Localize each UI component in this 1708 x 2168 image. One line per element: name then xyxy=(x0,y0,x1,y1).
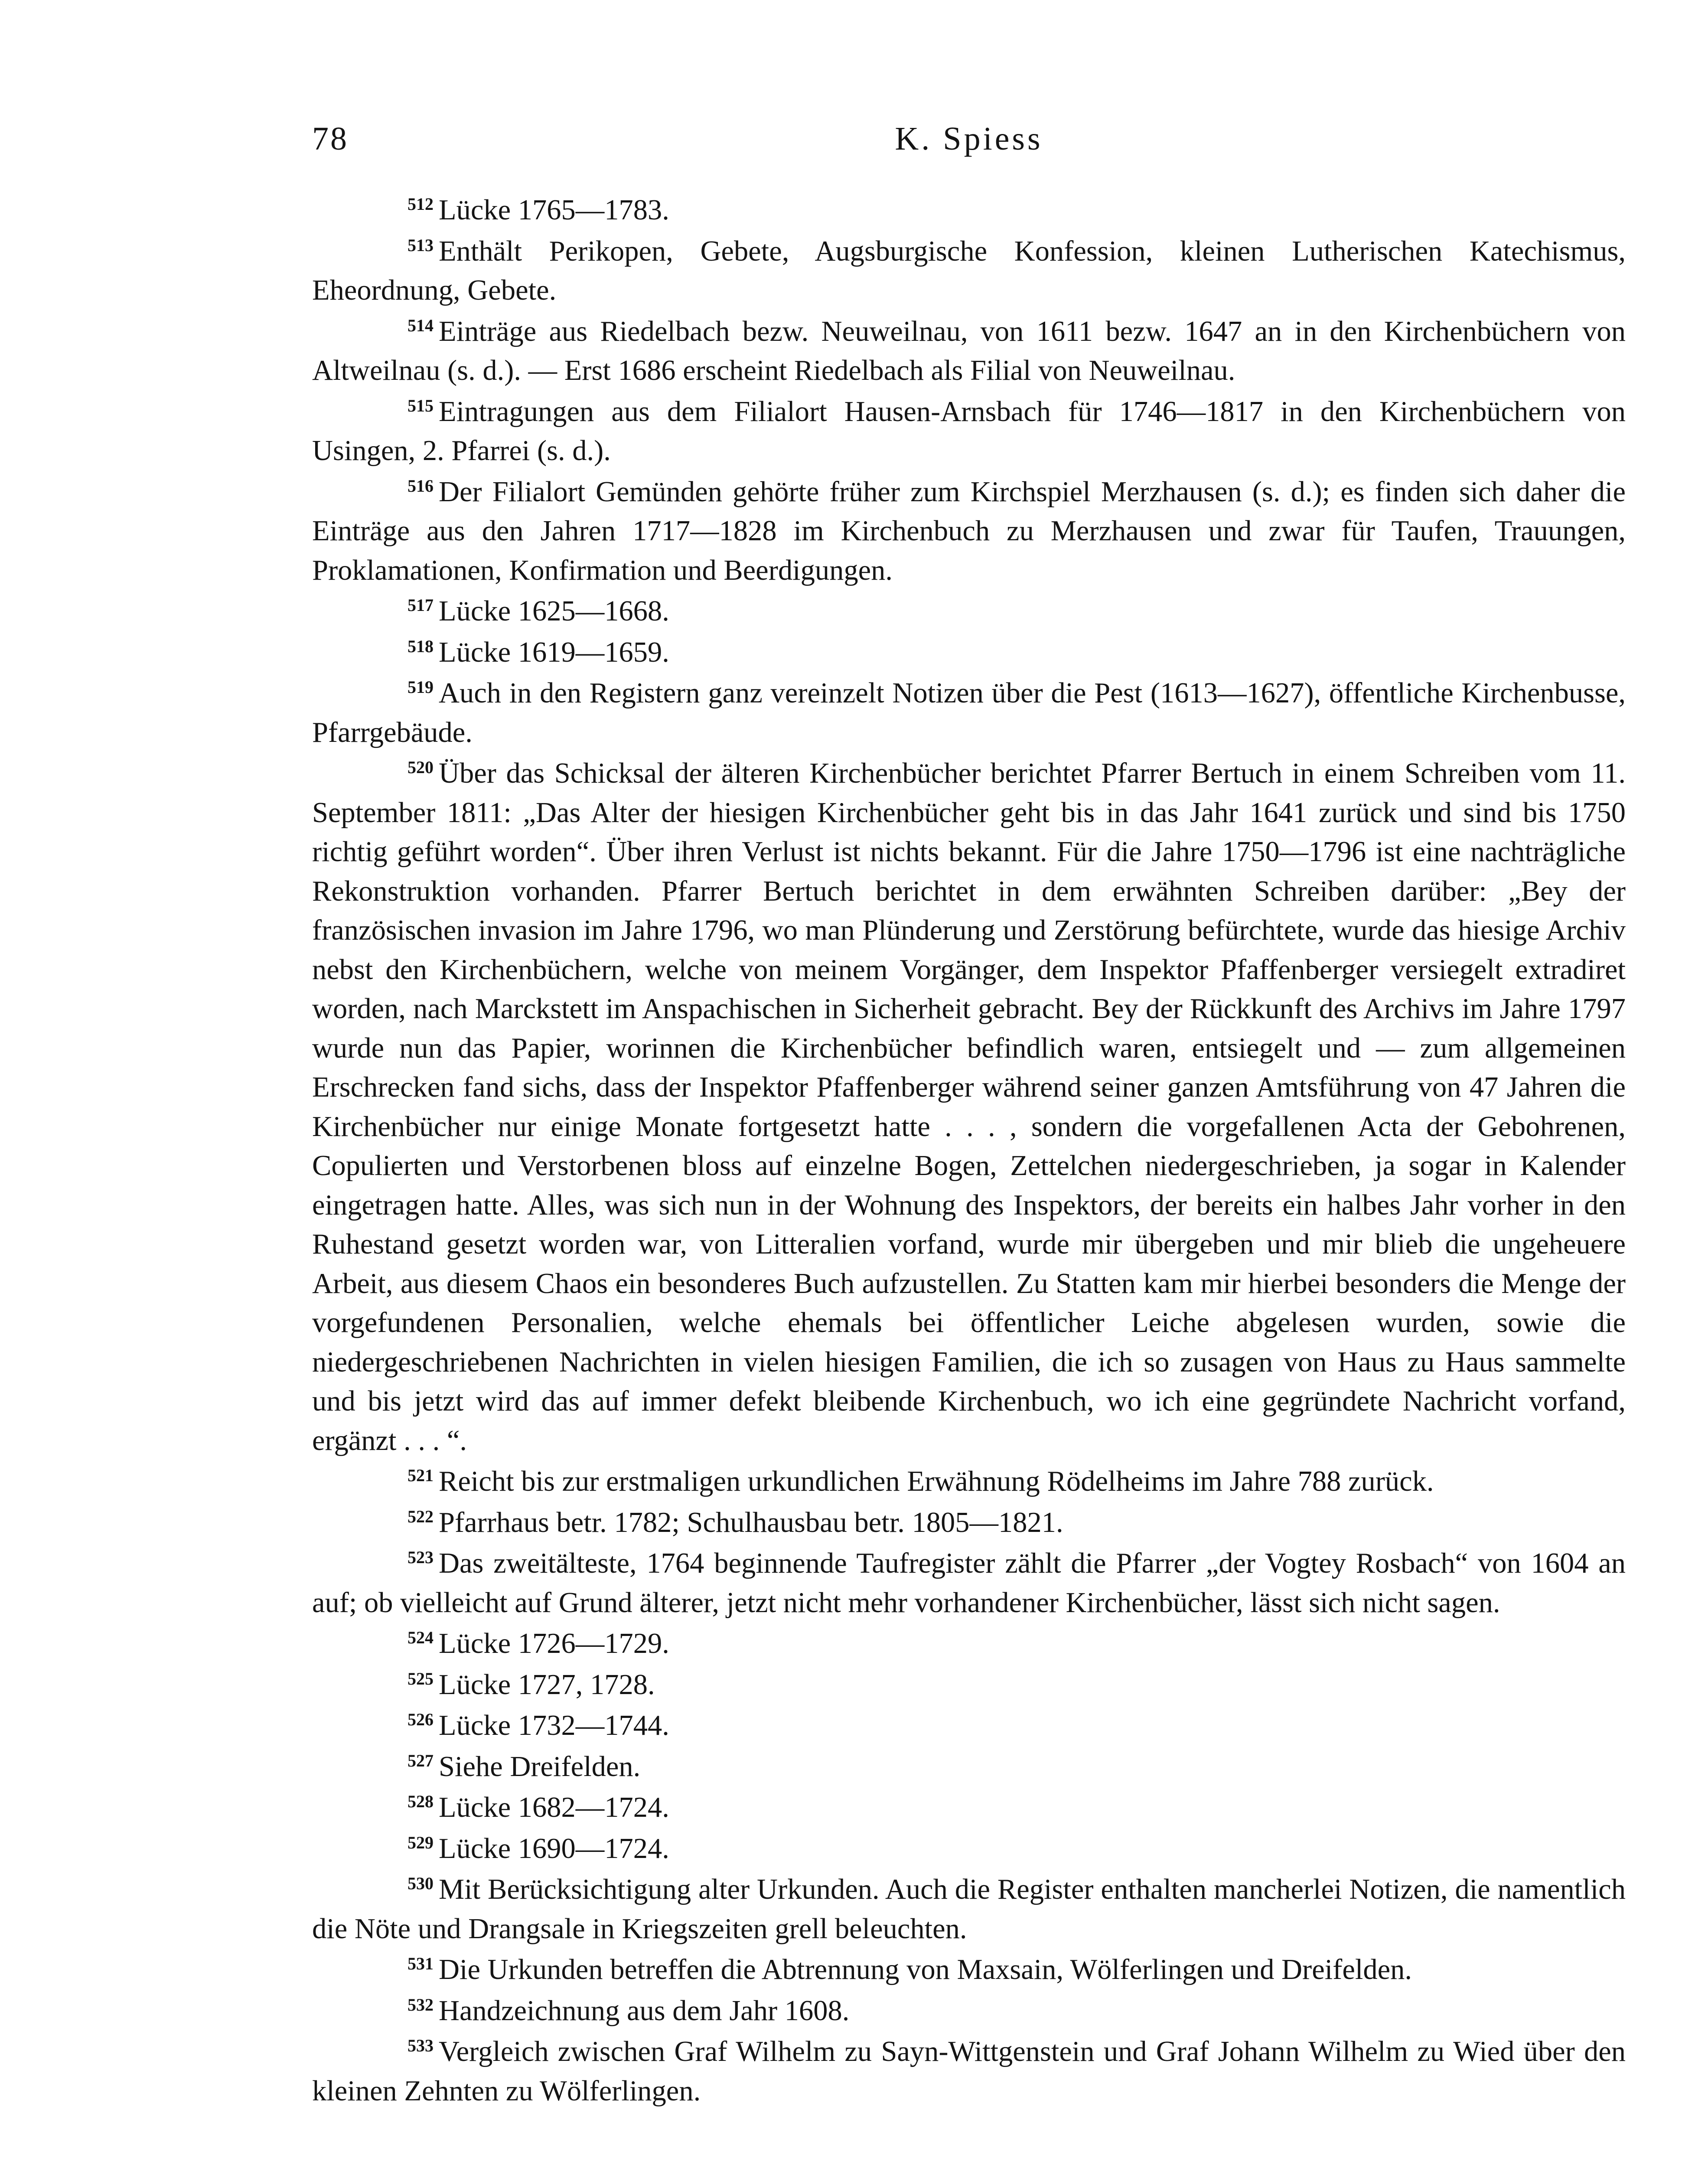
footnote xyxy=(312,232,1626,310)
footnote-number: 521 xyxy=(407,1466,434,1485)
footnote-text: Mit Berücksichtigung alter Urkunden. Auch die Register enthalten mancherlei Notizen, die namentlich die Nöte und Drangsale in Kriegszeiten grell beleuchten. xyxy=(312,1874,1626,1945)
running-head: K. Spiess xyxy=(895,121,1043,157)
footnote-text: Lücke 1726—1729. xyxy=(439,1628,669,1659)
footnote-text: Das zweitälteste, 1764 beginnende Taufregister zählt die Pfarrer „der Vogtey Rosbach“ von 1604 an auf; ob vielleicht auf Grund älterer, jetzt nicht mehr vorhandener Kirchenbücher, lässt sich nicht sagen. xyxy=(312,1548,1626,1619)
footnote-number: 518 xyxy=(407,636,434,656)
footnote-number: 533 xyxy=(407,2036,434,2055)
footnote-text: Lücke 1690—1724. xyxy=(439,1832,669,1864)
footnote xyxy=(312,392,1626,471)
footnote xyxy=(312,1624,1626,1664)
footnote xyxy=(312,1544,1626,1623)
footnote-text: Der Filialort Gemünden gehörte früher zum Kirchspiel Merzhausen (s. d.); es finden sich daher die Einträge aus den Jahren 1717—1828 im Kirchenbuch zu Merzhausen und zwar für Taufen, Trauungen, Proklamationen, Konfirmation und Beerdigungen. xyxy=(312,476,1626,586)
footnote-number: 523 xyxy=(407,1548,434,1567)
footnote xyxy=(312,1788,1626,1828)
footnote xyxy=(312,1747,1626,1787)
footnote-text: Vergleich zwischen Graf Wilhelm zu Sayn-Wittgenstein und Graf Johann Wilhelm zu Wied über den kleinen Zehnten zu Wölferlingen. xyxy=(312,2036,1626,2107)
footnote-text: Lücke 1619—1659. xyxy=(439,636,669,668)
footnote xyxy=(312,674,1626,752)
footnote xyxy=(312,1829,1626,1869)
footnote-number: 527 xyxy=(407,1750,434,1770)
footnote xyxy=(312,1503,1626,1543)
footnote-number: 519 xyxy=(407,677,434,697)
footnote-number: 514 xyxy=(407,315,434,335)
footnote-text: Lücke 1682—1724. xyxy=(439,1792,669,1823)
footnote-text: Lücke 1625—1668. xyxy=(439,595,669,627)
footnote-number: 528 xyxy=(407,1792,434,1811)
footnote-text: Lücke 1732—1744. xyxy=(439,1710,669,1741)
footnote-number: 513 xyxy=(407,235,434,255)
footnote-number: 517 xyxy=(407,595,434,615)
footnote xyxy=(312,191,1626,230)
footnote-number: 531 xyxy=(407,1954,434,1973)
footnote xyxy=(312,1992,1626,2031)
footnote xyxy=(312,754,1626,1460)
footnotes-list xyxy=(312,191,1626,2112)
footnote-number: 524 xyxy=(407,1628,434,1647)
footnote xyxy=(312,312,1626,391)
footnote-text: Einträge aus Riedelbach bezw. Neuweilnau, von 1611 bezw. 1647 an in den Kirchenbüchern von Altweilnau (s. d.). — Erst 1686 erscheint Riedelbach als Filial von Neuweilnau. xyxy=(312,315,1626,386)
footnote-number: 522 xyxy=(407,1506,434,1526)
footnote xyxy=(312,473,1626,591)
footnote-text: Die Urkunden betreffen die Abtrennung von Maxsain, Wölferlingen und Dreifelden. xyxy=(439,1954,1412,1985)
page-header xyxy=(312,108,1626,169)
footnote-text: Siehe Dreifelden. xyxy=(439,1750,641,1783)
footnote-number: 530 xyxy=(407,1874,434,1893)
footnote xyxy=(312,1950,1626,1990)
footnote xyxy=(312,1706,1626,1746)
footnote-number: 520 xyxy=(407,757,434,777)
footnote-text: Handzeichnung aus dem Jahr 1608. xyxy=(439,1995,850,2027)
footnote xyxy=(312,1665,1626,1705)
footnote-number: 532 xyxy=(407,1995,434,2015)
footnote-text: Eintragungen aus dem Filialort Hausen-Arnsbach für 1746—1817 in den Kirchenbüchern von Usingen, 2. Pfarrei (s. d.). xyxy=(312,395,1626,467)
footnote-text: Über das Schicksal der älteren Kirchenbücher berichtet Pfarrer Bertuch in einem Schreiben vom 11. September 1811: „Das Alter der hiesigen Kirchenbücher geht bis in das Jahr 1641 zurück und sind bis 1750 richtig geführt worden“. Über ihren Verlust ist nichts bekannt. Für die Jahre 1750—1796 ist eine nachträgliche Rekonstruktion vorhanden. Pfarrer Bertuch berichtet in dem erwähnten Schreiben darüber: „Bey der französischen invasion im Jahre 1796, wo man Plünderung und Zerstörung befürchtete, wurde das hiesige Archiv nebst den Kirchenbüchern, welche von meinem Vorgänger, dem Inspektor Pfaffenberger versiegelt extradiret worden, nach Marckstett im Anspachischen in Sicherheit gebracht. Bey der Rückkunft des Archivs im Jahre 1797 wurde nun das Papier, worinnen die Kirchenbücher befindlich waren, entsiegelt und — zum allgemeinen Erschrecken fand sichs, dass der Inspektor Pfaffenberger während seiner ganzen Amtsführung von 47 Jahren die Kirchenbücher nur einige Monate fortgesetzt hatte . . . , sondern die vorgefallenen Acta der Gebohrenen, Copulierten und Verstorbenen bloss auf einzelne Bogen, Zettelchen niedergeschrieben, ja sogar in Kalender eingetragen hatte. Alles, was sich nun in der Wohnung des Inspektors, der bereits ein halbes Jahr vorher in den Ruhestand gesetzt worden war, von Litteralien vorfand, wurde mir übergeben und mir blieb die ungeheuere Arbeit, aus diesem Chaos ein besonderes Buch aufzustellen. Zu Statten kam mir hierbei besonders die Menge der vorgefundenen Personalien, welche ehemals bei öffentlicher Leiche abgelesen wurden, sowie die niedergeschriebenen Nachrichten in vielen hiesigen Familien, die ich so zusagen von Haus zu Haus sammelte und bis jetzt wird das auf immer defekt bleibende Kirchenbuch, wo ich eine gegründete Nachricht vorfand, ergänzt . . . “. xyxy=(312,757,1626,1456)
footnote-number: 525 xyxy=(407,1668,434,1688)
footnote-text: Enthält Perikopen, Gebete, Augsburgische Konfession, kleinen Lutherischen Katechismus, Eheordnung, Gebete. xyxy=(312,235,1626,306)
footnote-text: Lücke 1765—1783. xyxy=(439,194,669,226)
footnote-number: 512 xyxy=(407,194,434,214)
footnote xyxy=(312,592,1626,631)
footnote-text: Pfarrhaus betr. 1782; Schulhausbau betr. 1805—1821. xyxy=(439,1506,1063,1538)
footnote-text: Lücke 1727, 1728. xyxy=(439,1668,655,1701)
footnote xyxy=(312,1870,1626,1949)
footnote xyxy=(312,633,1626,673)
footnote xyxy=(312,1462,1626,1502)
footnote xyxy=(312,2032,1626,2111)
footnote-number: 526 xyxy=(407,1710,434,1729)
page-number: 78 xyxy=(312,121,349,157)
footnote-number: 515 xyxy=(407,395,434,415)
footnote-text: Reicht bis zur erstmaligen urkundlichen Erwähnung Rödelheims im Jahre 788 zurück. xyxy=(439,1466,1434,1497)
footnote-text: Auch in den Registern ganz vereinzelt Notizen über die Pest (1613—1627), öffentliche Kirchenbusse, Pfarrgebäude. xyxy=(312,677,1626,748)
footnote-number: 516 xyxy=(407,476,434,496)
footnote-number: 529 xyxy=(407,1832,434,1852)
